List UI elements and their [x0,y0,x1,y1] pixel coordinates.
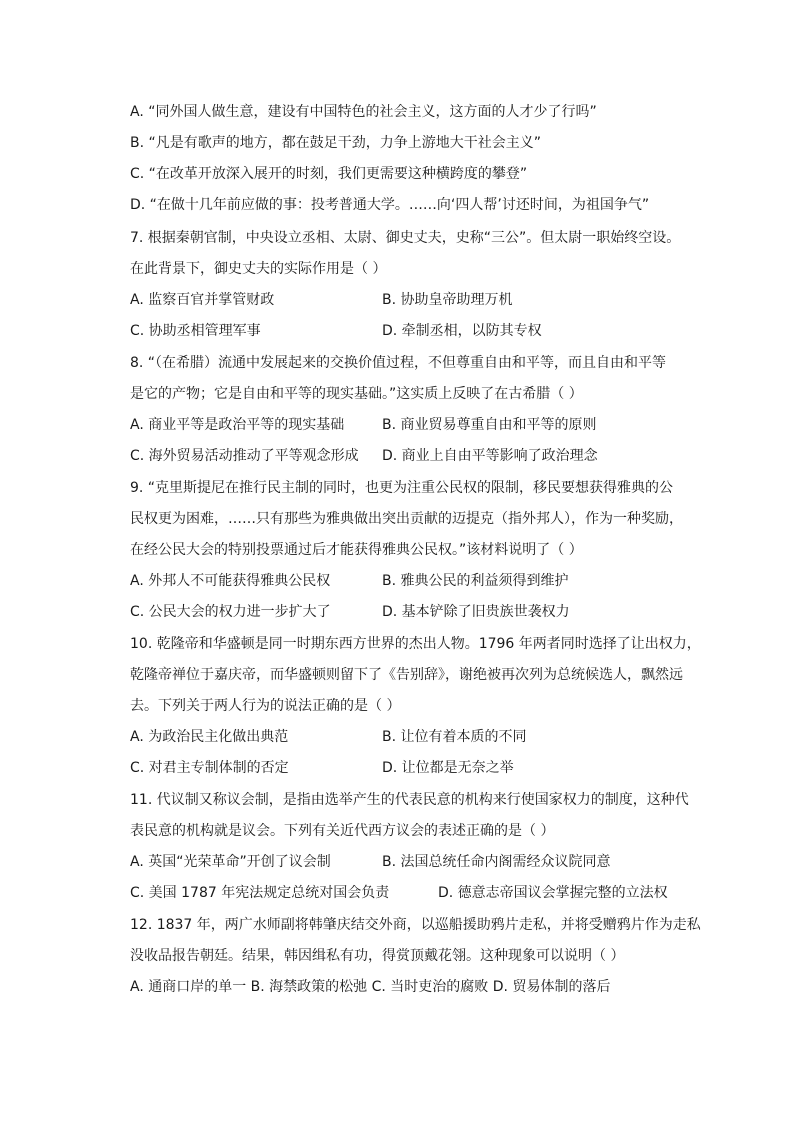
q11-option-a: A. 英国“光荣革命”开创了议会制 [130,854,331,870]
q10-stem-line3: 去。下列关于两人行为的说法正确的是（ ） [130,698,401,714]
q12-options: A. 通商口岸的单一 B. 海禁政策的松弛 C. 当时吏治的腐败 D. 贸易体制的落后 [130,979,611,995]
q8-stem-line2: 是它的产物；它是自由和平等的现实基础。”这实质上反映了在古希腊（ ） [130,386,583,402]
q6-option-a: A. “同外国人做生意，建设有中国特色的社会主义，这方面的人才少了行吗” [130,104,597,120]
q9-option-a: A. 外邦人不可能获得雅典公民权 [130,573,331,589]
q11-option-d: D. 德意志帝国议会掌握完整的立法权 [438,885,668,901]
q11-stem-line1: 11. 代议制又称议会制，是指由选举产生的代表民意的机构来行使国家权力的制度，这种代 [130,792,689,808]
q8-stem-line1: 8. “（在希腊）流通中发展起来的交换价值过程，不但尊重自由和平等，而且自由和平等 [130,355,667,371]
q10-stem-line1: 10. 乾隆帝和华盛顿是同一时期东西方世界的杰出人物。1796 年两者同时选择了让出权力， [130,636,701,652]
q12-stem-line1: 12. 1837 年，两广水师副将韩肇庆结交外商，以巡船援助鸦片走私，并将受赠鸦片作为走私 [130,917,701,933]
q11-option-b: B. 法国总统任命内阁需经众议院同意 [382,854,611,870]
q10-option-a: A. 为政治民主化做出典范 [130,729,289,745]
q9-option-c: C. 公民大会的权力进一步扩大了 [130,604,331,620]
q6-option-b: B. “凡是有歌声的地方，都在鼓足干劲，力争上游地大干社会主义” [130,135,542,151]
q10-option-c: C. 对君主专制体制的否定 [130,760,289,776]
q10-option-b: B. 让位有着本质的不同 [382,729,527,745]
q9-stem-line1: 9. “克里斯提尼在推行民主制的同时，也更为注重公民权的限制，移民要想获得雅典的公 [130,480,674,496]
q8-option-d: D. 商业上自由平等影响了政治理念 [382,448,598,464]
q9-stem-line3: 在经公民大会的特别投票通过后才能获得雅典公民权。”该材料说明了（ ） [130,542,583,558]
q7-option-b: B. 协助皇帝助理万机 [382,292,513,308]
q12-stem-line2: 没收品报告朝廷。结果，韩因缉私有功，得赏顶戴花翎。这种现象可以说明（ ） [130,948,625,964]
q6-option-c: C. “在改革开放深入展开的时刻，我们更需要这种横跨度的攀登” [130,166,528,182]
q9-option-b: B. 雅典公民的利益须得到维护 [382,573,569,589]
q7-stem-line1: 7. 根据秦朝官制，中央设立丞相、太尉、御史丈夫，史称“三公”。但太尉一职始终空设。 [130,230,681,246]
q10-stem-line2: 乾隆帝禅位于嘉庆帝，而华盛顿则留下了《告别辞》，谢绝被再次列为总统候选人，飘然远 [130,667,683,683]
q11-option-c: C. 美国 1787 年宪法规定总统对国会负责 [130,885,390,901]
q11-stem-line2: 表民意的机构就是议会。下列有关近代西方议会的表述正确的是（ ） [130,823,555,839]
q9-stem-line2: 民权更为困难，……只有那些为雅典做出突出贡献的迈提克（指外邦人），作为一种奖励， [130,511,683,527]
q8-option-c: C. 海外贸易活动推动了平等观念形成 [130,448,359,464]
q8-option-a: A. 商业平等是政治平等的现实基础 [130,417,345,433]
q7-option-a: A. 监察百官并掌管财政 [130,292,275,308]
q8-option-b: B. 商业贸易尊重自由和平等的原则 [382,417,597,433]
q7-stem-line2: 在此背景下，御史丈夫的实际作用是（ ） [130,261,387,277]
q6-option-d: D. “在做十几年前应做的事：投考普通大学。……向‘四人帮’讨还时间，为祖国争气” [130,197,650,213]
q7-option-d: D. 牵制丞相，以防其专权 [382,323,542,339]
q7-option-c: C. 协助丞相管理军事 [130,323,261,339]
q9-option-d: D. 基本铲除了旧贵族世袭权力 [382,604,570,620]
q10-option-d: D. 让位都是无奈之举 [382,760,514,776]
